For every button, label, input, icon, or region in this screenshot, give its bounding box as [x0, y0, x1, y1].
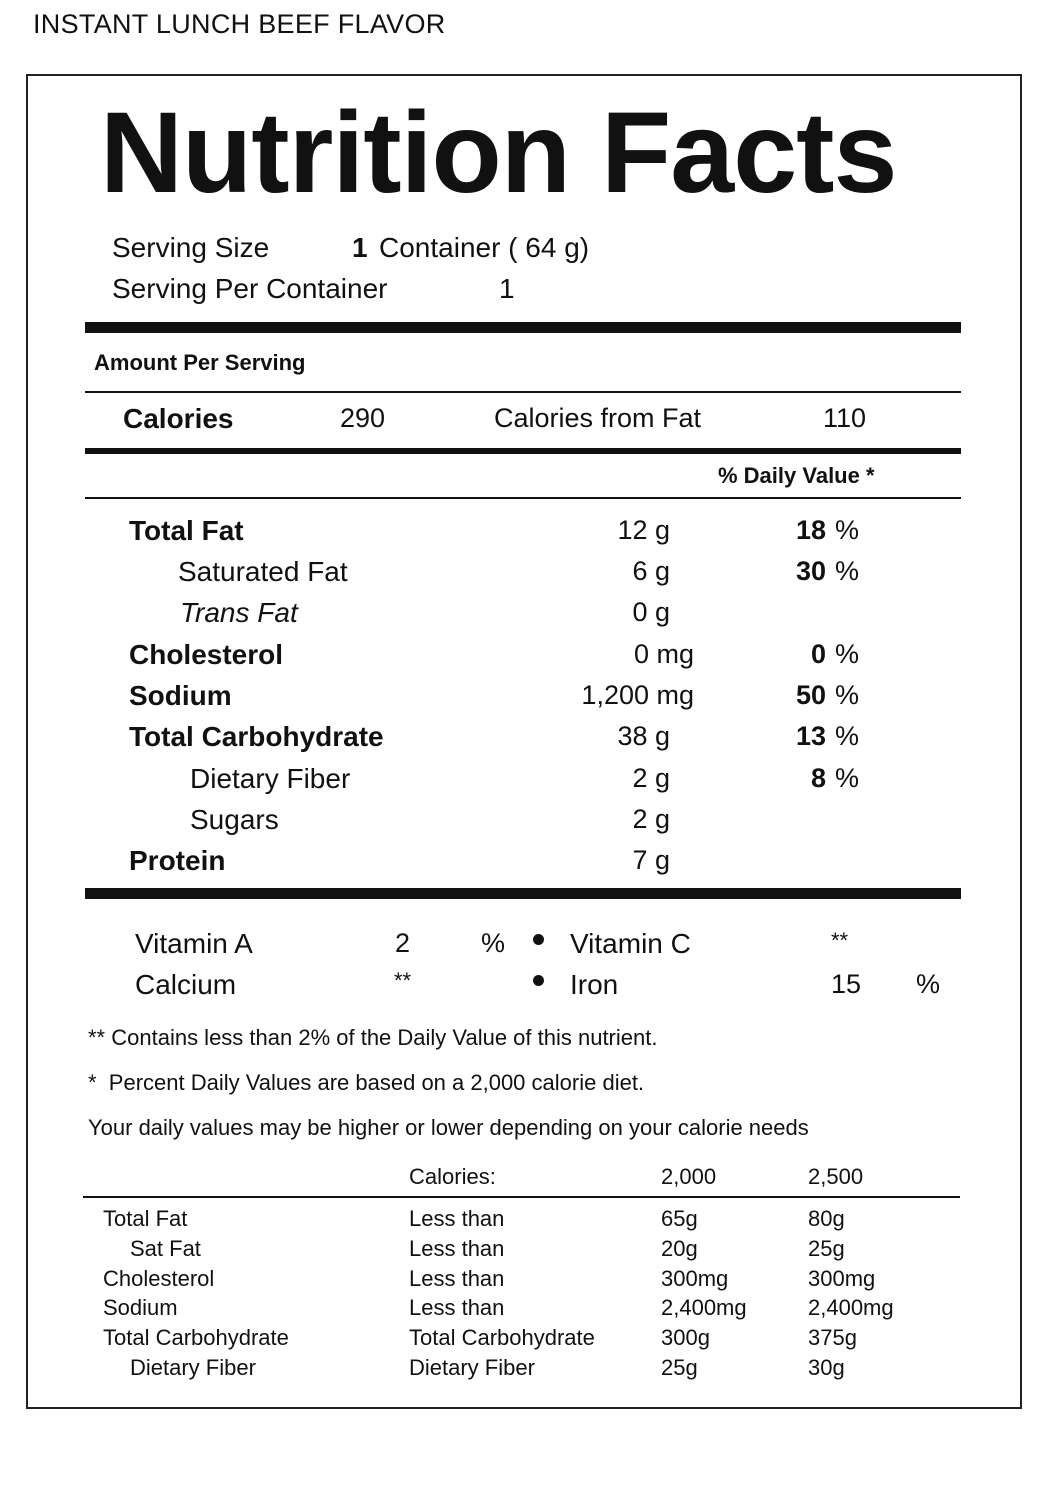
nutrient-amount: 2 g	[632, 804, 670, 834]
iron-label: Iron	[570, 969, 619, 1000]
nutrient-name: Sugars	[190, 804, 279, 835]
nutrient-daily-value: 0	[810, 639, 826, 669]
medium-divider	[85, 448, 961, 454]
serving-size-qty: 1	[352, 232, 368, 263]
iron-percent: %	[916, 969, 941, 999]
ref-row-2000: 20g	[661, 1236, 698, 1261]
vitamin-c-label: Vitamin C	[570, 928, 691, 959]
ref-row-qualifier: Less than	[409, 1266, 505, 1291]
ref-row-2000: 65g	[661, 1206, 698, 1231]
amount-per-serving: Amount Per Serving	[94, 350, 306, 375]
ref-header-2500: 2,500	[808, 1164, 864, 1189]
ref-row-qualifier: Less than	[409, 1236, 505, 1261]
percent-sign: %	[835, 515, 860, 545]
servings-per-container-label: Serving Per Container	[112, 273, 388, 304]
servings-per-container-value: 1	[499, 273, 515, 304]
ref-row-name: Total Fat	[103, 1206, 188, 1231]
nutrient-name: Protein	[129, 845, 226, 876]
ref-row-2500: 30g	[808, 1355, 845, 1380]
ref-row-2500: 300mg	[808, 1266, 876, 1291]
ref-header-label: Calories:	[409, 1164, 496, 1189]
calcium-value: **	[394, 968, 412, 993]
ref-row-name: Cholesterol	[103, 1266, 215, 1291]
label-title: Nutrition Facts	[100, 89, 897, 217]
thick-divider-top	[85, 322, 961, 333]
nutrient-amount: 1,200 mg	[581, 680, 694, 710]
nutrient-amount: 6 g	[632, 556, 670, 586]
ref-row-name: Sodium	[103, 1295, 178, 1320]
ref-row-2500: 375g	[808, 1325, 857, 1350]
ref-row-2500: 80g	[808, 1206, 845, 1231]
ref-row-name: Dietary Fiber	[130, 1355, 256, 1380]
ref-row-2000: 2,400mg	[661, 1295, 747, 1320]
serving-size-label: Serving Size	[112, 232, 270, 263]
nutrient-name: Dietary Fiber	[190, 763, 351, 794]
ref-row-qualifier: Dietary Fiber	[409, 1355, 535, 1380]
calories-label: Calories	[123, 403, 234, 434]
calories-from-fat-value: 110	[823, 403, 867, 433]
ref-row-2000: 300g	[661, 1325, 710, 1350]
nutrient-amount: 7 g	[632, 845, 670, 875]
ref-row-name: Sat Fat	[130, 1236, 201, 1261]
nutrient-amount: 38 g	[617, 721, 670, 751]
ref-row-name: Total Carbohydrate	[103, 1325, 289, 1350]
nutrient-amount: 0 g	[632, 597, 670, 627]
daily-value-header: % Daily Value *	[718, 463, 875, 488]
ref-row-2000: 25g	[661, 1355, 698, 1380]
calories-value: 290	[340, 403, 386, 433]
iron-value: 15	[831, 969, 862, 999]
ref-header-2000: 2,000	[661, 1164, 717, 1189]
ref-row-qualifier: Less than	[409, 1295, 505, 1320]
nutrient-name: Sodium	[129, 680, 232, 711]
percent-sign: %	[835, 721, 860, 751]
ref-row-2500: 2,400mg	[808, 1295, 894, 1320]
nutrient-amount: 0 mg	[633, 639, 694, 669]
percent-sign: %	[835, 680, 860, 710]
nutrient-name: Cholesterol	[129, 639, 284, 670]
nutrient-daily-value: 18	[795, 515, 826, 545]
nutrient-name: Total Carbohydrate	[129, 721, 384, 752]
footnote-less-than-2: ** Contains less than 2% of the Daily Value of this nutrient.	[88, 1025, 658, 1050]
nutrient-daily-value: 30	[795, 556, 826, 586]
thick-divider-bottom	[85, 888, 961, 899]
nutrient-name: Saturated Fat	[178, 556, 348, 587]
nutrient-daily-value: 50	[795, 680, 826, 710]
nutrient-amount: 2 g	[632, 763, 670, 793]
footnote-calorie-needs: Your daily values may be higher or lower depending on your calorie needs	[88, 1115, 809, 1140]
calories-from-fat-label: Calories from Fat	[494, 403, 702, 433]
nutrient-name: Trans Fat	[180, 597, 298, 628]
vitamin-a-value: 2	[395, 928, 411, 958]
nutrient-daily-value: 13	[795, 721, 826, 751]
calcium-label: Calcium	[135, 969, 237, 1000]
thin-divider	[85, 497, 961, 499]
percent-sign: %	[835, 763, 860, 793]
bullet-icon	[533, 934, 544, 945]
vitamin-c-value: **	[831, 928, 849, 953]
thin-divider	[83, 1196, 960, 1198]
footnote-daily-values: * Percent Daily Values are based on a 2,000 calorie diet.	[88, 1070, 645, 1095]
serving-size-unit: Container ( 64 g)	[379, 232, 590, 263]
percent-sign: %	[835, 639, 860, 669]
nutrient-amount: 12 g	[617, 515, 670, 545]
ref-row-2500: 25g	[808, 1236, 845, 1261]
ref-row-2000: 300mg	[661, 1266, 729, 1291]
ref-row-qualifier: Less than	[409, 1206, 505, 1231]
thin-divider	[85, 391, 961, 393]
ref-row-qualifier: Total Carbohydrate	[409, 1325, 595, 1350]
nutrient-daily-value: 8	[810, 763, 826, 793]
vitamin-a-label: Vitamin A	[135, 928, 253, 959]
vitamin-a-percent: %	[481, 928, 506, 958]
percent-sign: %	[835, 556, 860, 586]
nutrient-name: Total Fat	[129, 515, 244, 546]
bullet-icon	[533, 975, 544, 986]
product-name: INSTANT LUNCH BEEF FLAVOR	[33, 9, 446, 39]
